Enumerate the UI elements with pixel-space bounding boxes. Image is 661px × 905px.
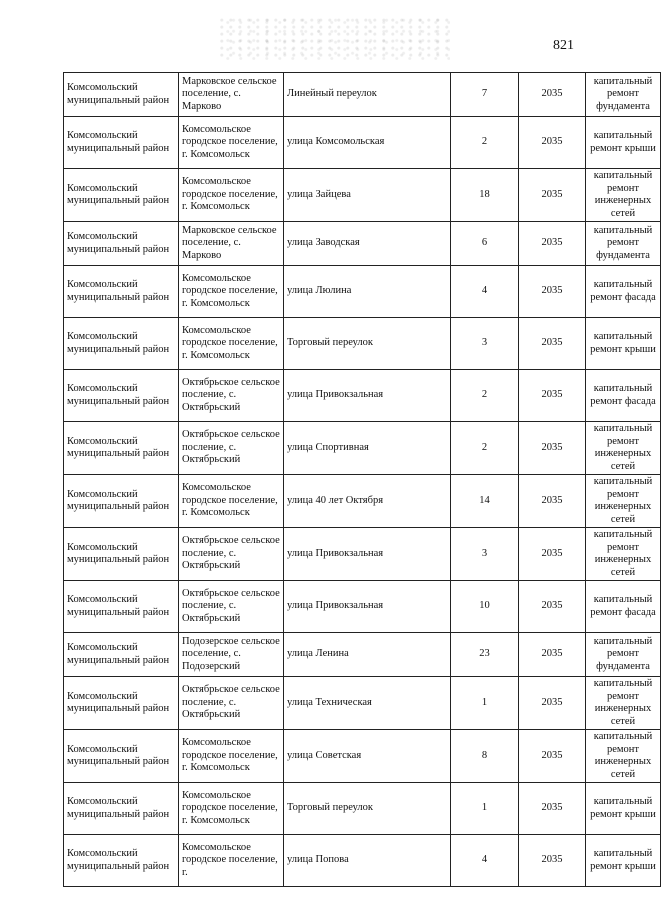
settlement-cell: Октябрьское сельское посление, с. Октябрьский (179, 677, 284, 730)
work-type-cell: капитальный ремонт инженерных сетей (586, 730, 661, 783)
table-row (64, 370, 661, 422)
district-cell: Комсомольский муниципальный район (64, 475, 179, 528)
year-cell: 2035 (519, 370, 586, 422)
scan-artifact (220, 18, 450, 60)
table-row (64, 222, 661, 266)
street-cell: улица Техническая (284, 677, 451, 730)
work-type-cell: капитальный ремонт инженерных сетей (586, 422, 661, 475)
settlement-cell: Подозерское сельское поселение, с. Подозерский (179, 633, 284, 677)
district-cell: Комсомольский муниципальный район (64, 677, 179, 730)
street-cell: улица Привокзальная (284, 528, 451, 581)
house-number-cell: 4 (451, 835, 519, 887)
table-row (64, 581, 661, 633)
house-number-cell: 10 (451, 581, 519, 633)
year-cell: 2035 (519, 528, 586, 581)
street-cell: улица Спортивная (284, 422, 451, 475)
house-number-cell: 14 (451, 475, 519, 528)
table-row (64, 835, 661, 887)
year-cell: 2035 (519, 73, 586, 117)
house-number-cell: 23 (451, 633, 519, 677)
settlement-cell: Марковское сельское поселение, с. Марково (179, 222, 284, 266)
settlement-cell: Комсомольское городское поселение, г. Комсомольск (179, 475, 284, 528)
settlement-cell: Марковское сельское поселение, с. Марково (179, 73, 284, 117)
street-cell: улица Советская (284, 730, 451, 783)
year-cell: 2035 (519, 475, 586, 528)
work-type-cell: капитальный ремонт фасада (586, 266, 661, 318)
year-cell: 2035 (519, 581, 586, 633)
house-number-cell: 4 (451, 266, 519, 318)
year-cell: 2035 (519, 422, 586, 475)
settlement-cell: Комсомольское городское поселение, г. Комсомольск (179, 117, 284, 169)
table-row (64, 422, 661, 475)
page-number: 821 (553, 38, 574, 53)
district-cell: Комсомольский муниципальный район (64, 528, 179, 581)
table-row (64, 318, 661, 370)
settlement-cell: Комсомольское городское поселение, г. (179, 835, 284, 887)
work-type-cell: капитальный ремонт фундамента (586, 633, 661, 677)
work-type-cell: капитальный ремонт инженерных сетей (586, 528, 661, 581)
street-cell: улица Комсомольская (284, 117, 451, 169)
table-row (64, 783, 661, 835)
work-type-cell: капитальный ремонт инженерных сетей (586, 677, 661, 730)
district-cell: Комсомольский муниципальный район (64, 370, 179, 422)
street-cell: улица Попова (284, 835, 451, 887)
year-cell: 2035 (519, 783, 586, 835)
district-cell: Комсомольский муниципальный район (64, 581, 179, 633)
street-cell: улица Ленина (284, 633, 451, 677)
house-number-cell: 7 (451, 73, 519, 117)
house-number-cell: 2 (451, 422, 519, 475)
street-cell: Линейный переулок (284, 73, 451, 117)
house-number-cell: 3 (451, 528, 519, 581)
work-type-cell: капитальный ремонт фасада (586, 370, 661, 422)
year-cell: 2035 (519, 835, 586, 887)
work-type-cell: капитальный ремонт фундамента (586, 73, 661, 117)
street-cell: улица Зайцева (284, 169, 451, 222)
district-cell: Комсомольский муниципальный район (64, 117, 179, 169)
year-cell: 2035 (519, 266, 586, 318)
house-number-cell: 6 (451, 222, 519, 266)
street-cell: Торговый переулок (284, 318, 451, 370)
settlement-cell: Октябрьское сельское посление, с. Октябрьский (179, 370, 284, 422)
year-cell: 2035 (519, 169, 586, 222)
work-type-cell: капитальный ремонт инженерных сетей (586, 169, 661, 222)
settlement-cell: Комсомольское городское поселение, г. Комсомольск (179, 266, 284, 318)
district-cell: Комсомольский муниципальный район (64, 73, 179, 117)
work-type-cell: капитальный ремонт крыши (586, 318, 661, 370)
district-cell: Комсомольский муниципальный район (64, 222, 179, 266)
district-cell: Комсомольский муниципальный район (64, 835, 179, 887)
table-row (64, 633, 661, 677)
year-cell: 2035 (519, 117, 586, 169)
house-number-cell: 2 (451, 370, 519, 422)
year-cell: 2035 (519, 633, 586, 677)
house-number-cell: 18 (451, 169, 519, 222)
street-cell: Торговый переулок (284, 783, 451, 835)
work-type-cell: капитальный ремонт фасада (586, 581, 661, 633)
work-type-cell: капитальный ремонт крыши (586, 783, 661, 835)
settlement-cell: Октябрьское сельское посление, с. Октябрьский (179, 528, 284, 581)
settlement-cell: Комсомольское городское поселение, г. Комсомольск (179, 169, 284, 222)
house-number-cell: 1 (451, 783, 519, 835)
table-row (64, 677, 661, 730)
table-row (64, 73, 661, 117)
house-number-cell: 3 (451, 318, 519, 370)
house-number-cell: 8 (451, 730, 519, 783)
district-cell: Комсомольский муниципальный район (64, 422, 179, 475)
repair-schedule-table (63, 72, 661, 887)
table-row (64, 475, 661, 528)
year-cell: 2035 (519, 730, 586, 783)
year-cell: 2035 (519, 677, 586, 730)
district-cell: Комсомольский муниципальный район (64, 169, 179, 222)
district-cell: Комсомольский муниципальный район (64, 266, 179, 318)
district-cell: Комсомольский муниципальный район (64, 318, 179, 370)
settlement-cell: Комсомольское городское поселение, г. Комсомольск (179, 318, 284, 370)
year-cell: 2035 (519, 222, 586, 266)
table-row (64, 117, 661, 169)
settlement-cell: Комсомольское городское поселение, г. Комсомольск (179, 783, 284, 835)
house-number-cell: 2 (451, 117, 519, 169)
settlement-cell: Комсомольское городское поселение, г. Комсомольск (179, 730, 284, 783)
table-row (64, 528, 661, 581)
work-type-cell: капитальный ремонт крыши (586, 835, 661, 887)
street-cell: улица Привокзальная (284, 370, 451, 422)
street-cell: улица 40 лет Октября (284, 475, 451, 528)
district-cell: Комсомольский муниципальный район (64, 783, 179, 835)
work-type-cell: капитальный ремонт фундамента (586, 222, 661, 266)
year-cell: 2035 (519, 318, 586, 370)
street-cell: улица Привокзальная (284, 581, 451, 633)
table-row (64, 266, 661, 318)
street-cell: улица Заводская (284, 222, 451, 266)
street-cell: улица Люлина (284, 266, 451, 318)
settlement-cell: Октябрьское сельское посление, с. Октябрьский (179, 422, 284, 475)
district-cell: Комсомольский муниципальный район (64, 730, 179, 783)
settlement-cell: Октябрьское сельское посление, с. Октябрьский (179, 581, 284, 633)
work-type-cell: капитальный ремонт крыши (586, 117, 661, 169)
district-cell: Комсомольский муниципальный район (64, 633, 179, 677)
work-type-cell: капитальный ремонт инженерных сетей (586, 475, 661, 528)
table-row (64, 169, 661, 222)
table-row (64, 730, 661, 783)
house-number-cell: 1 (451, 677, 519, 730)
